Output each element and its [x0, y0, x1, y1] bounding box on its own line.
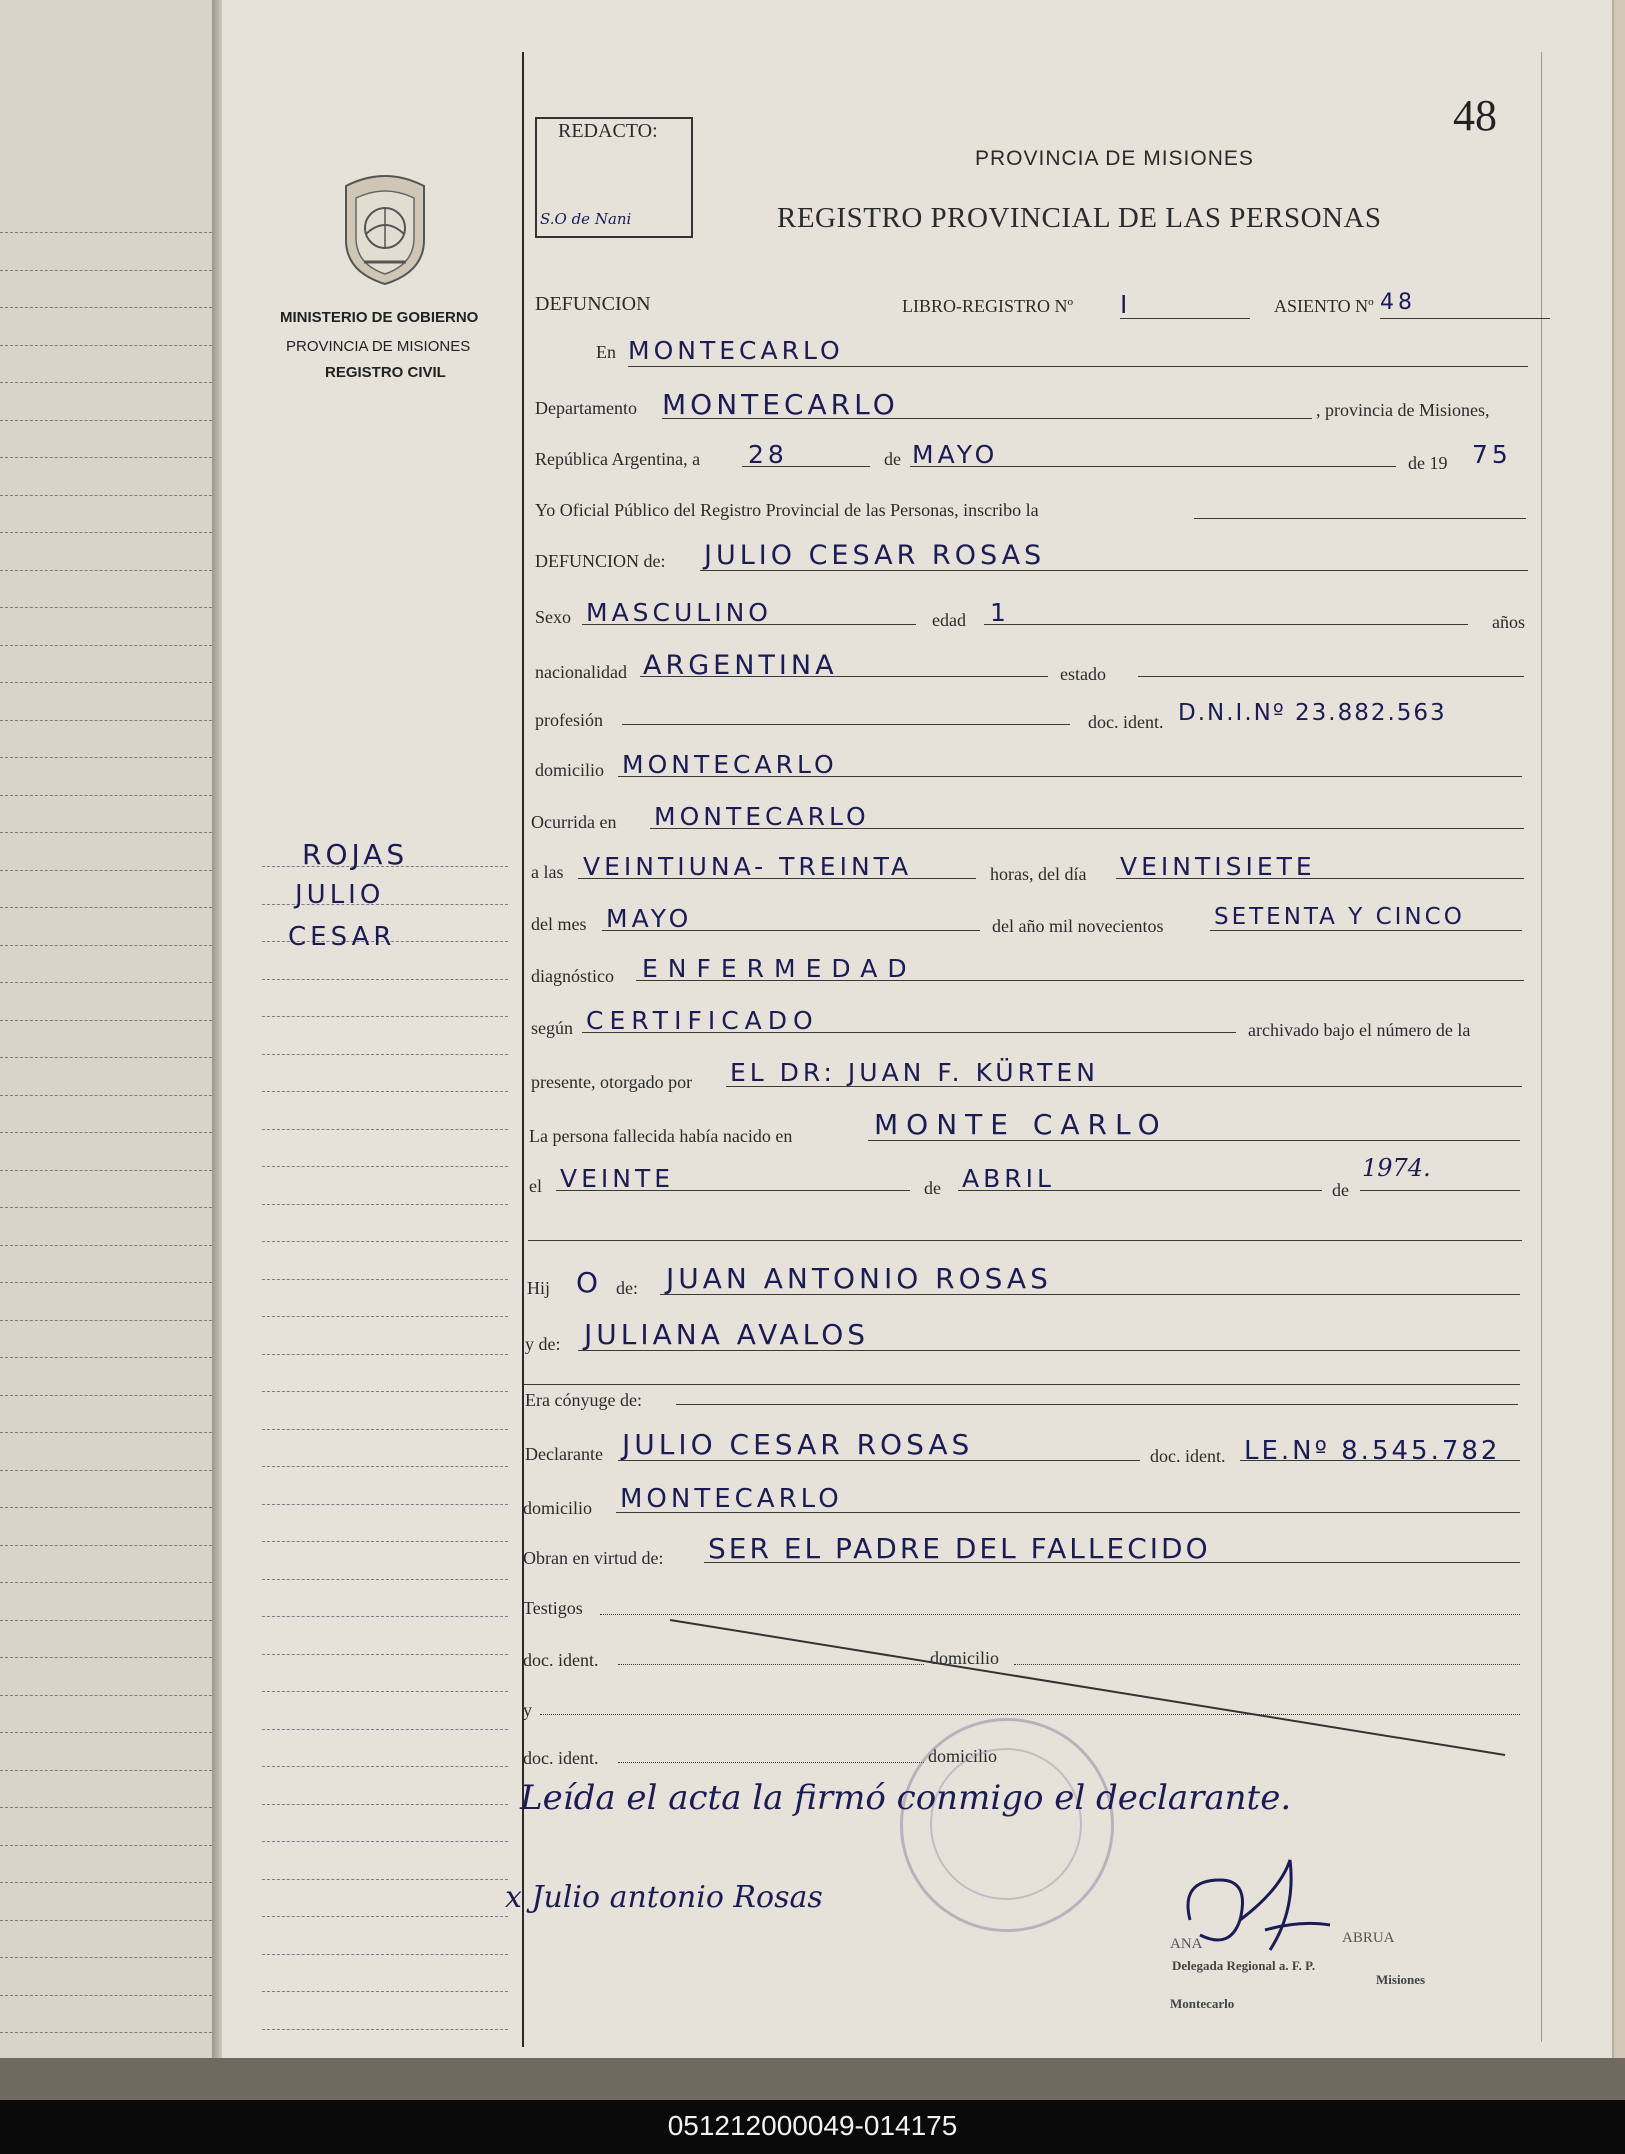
left-ruled-line	[0, 1470, 212, 1471]
nac-mes-value: ABRIL	[962, 1164, 1055, 1193]
left-ruled-line	[0, 1582, 212, 1583]
archivado-label: archivado bajo el número de la	[1248, 1020, 1471, 1040]
margin-ruled-line	[262, 1691, 508, 1692]
margin-ruled-line	[262, 979, 508, 980]
doc-ident4-label: doc. ident.	[523, 1748, 599, 1768]
page-number: 48	[1453, 91, 1497, 140]
y-de-label: y de:	[525, 1334, 561, 1354]
de-anio-label: de 19	[1408, 453, 1448, 473]
coat-of-arms-emblem	[336, 172, 434, 288]
left-ruled-line	[0, 1545, 212, 1546]
margin-name1: JULIO	[295, 880, 385, 910]
left-ruled-line	[0, 307, 212, 308]
left-ruled-line	[0, 982, 212, 983]
dia-texto-value: VEINTISIETE	[1120, 852, 1316, 881]
horas-dia-label: horas, del día	[990, 864, 1087, 884]
margin-ruled-line	[262, 1166, 508, 1167]
margin-ruled-line	[262, 1016, 508, 1017]
anios-label: años	[1492, 612, 1525, 632]
y-label: y	[523, 1700, 532, 1720]
left-ruled-line	[0, 495, 212, 496]
left-ruled-line	[0, 420, 212, 421]
margin-ruled-line	[262, 1241, 508, 1242]
defuncion-heading: DEFUNCION	[535, 293, 651, 315]
obran-label: Obran en virtud de:	[523, 1548, 664, 1568]
domicilio2-label: domicilio	[523, 1498, 592, 1518]
declarante-label: Declarante	[525, 1444, 603, 1464]
sexo-label: Sexo	[535, 607, 571, 627]
left-ruled-line	[0, 1282, 212, 1283]
left-ruled-line	[0, 720, 212, 721]
declarant-signature: x Julio antonio Rosas	[505, 1880, 823, 1915]
left-ruled-line	[0, 870, 212, 871]
provincia-label: , provincia de Misiones,	[1316, 400, 1490, 420]
header-registry: REGISTRO PROVINCIAL DE LAS PERSONAS	[777, 202, 1382, 234]
a-las-label: a las	[531, 862, 564, 882]
left-ruled-line	[0, 645, 212, 646]
margin-ruled-line	[262, 1204, 508, 1205]
margin-ruled-line	[262, 1091, 508, 1092]
asiento-value: 48	[1380, 290, 1416, 315]
left-ruled-line	[0, 607, 212, 608]
libro-label: LIBRO-REGISTRO Nº	[902, 296, 1074, 316]
left-ruled-line	[0, 1207, 212, 1208]
madre-value: JULIANA AVALOS	[584, 1318, 870, 1351]
left-ruled-line	[0, 1657, 212, 1658]
otorgado-value: EL DR: JUAN F. KÜRTEN	[730, 1058, 1099, 1087]
domicilio-value: MONTECARLO	[622, 750, 838, 779]
nombre-value: JULIO CESAR ROSAS	[704, 540, 1046, 571]
doc-ident2-label: doc. ident.	[1150, 1446, 1226, 1466]
ministry-line2: PROVINCIA DE MISIONES	[286, 338, 471, 355]
obran-value: SER EL PADRE DEL FALLECIDO	[708, 1532, 1211, 1565]
left-ruled-line	[0, 1807, 212, 1808]
left-ruled-line	[0, 945, 212, 946]
margin-ruled-line	[262, 1579, 508, 1580]
left-page	[0, 0, 213, 2058]
padre-value: JUAN ANTONIO ROSAS	[666, 1262, 1052, 1295]
left-ruled-line	[0, 1695, 212, 1696]
official-title: Delegada Regional a. F. P.	[1172, 1958, 1316, 1973]
left-ruled-line	[0, 1132, 212, 1133]
ministry-line3: REGISTRO CIVIL	[325, 364, 446, 381]
hij-label: Hij	[527, 1278, 551, 1298]
yo-oficial-text: Yo Oficial Público del Registro Provincial de las Personas, inscribo la	[535, 500, 1039, 520]
nacido-en-label: La persona fallecida había nacido en	[529, 1126, 793, 1146]
domicilio4-label: domicilio	[928, 1746, 997, 1766]
segun-value: CERTIFICADO	[586, 1006, 819, 1035]
margin-ruled-line	[262, 1354, 508, 1355]
declarante-doc-value: LE.Nº 8.545.782	[1244, 1436, 1501, 1466]
diagnostico-value: ENFERMEDAD	[642, 954, 917, 983]
margin-ruled-line	[262, 1879, 508, 1880]
form-right-border	[1541, 52, 1542, 2042]
de2-label: de	[924, 1178, 941, 1198]
profesion-label: profesión	[535, 710, 603, 730]
presente-label: presente, otorgado por	[531, 1072, 693, 1092]
margin-name2: CESAR	[288, 922, 396, 952]
book-gutter	[212, 0, 222, 2058]
ocurrida-value: MONTECARLO	[654, 802, 870, 831]
cancel-diagonal-line	[660, 1610, 1520, 1760]
left-ruled-line	[0, 832, 212, 833]
hora-value: VEINTIUNA- TREINTA	[583, 852, 913, 881]
libro-value: I	[1120, 290, 1132, 319]
margin-ruled-line	[262, 1804, 508, 1805]
margin-ruled-line	[262, 1504, 508, 1505]
official-stamp-inner	[930, 1748, 1082, 1900]
left-ruled-line	[0, 1320, 212, 1321]
left-ruled-line	[0, 270, 212, 271]
left-ruled-line	[0, 382, 212, 383]
declarante-domicilio-value: MONTECARLO	[620, 1484, 843, 1514]
margin-ruled-line	[262, 1129, 508, 1130]
left-ruled-line	[0, 1620, 212, 1621]
left-ruled-line	[0, 1095, 212, 1096]
margin-ruled-line	[262, 1729, 508, 1730]
left-ruled-line	[0, 1845, 212, 1846]
book-bottom-edge	[0, 2058, 1625, 2100]
estado-label: estado	[1060, 664, 1106, 684]
margin-ruled-line	[262, 1916, 508, 1917]
del-mes-label: del mes	[531, 914, 587, 934]
domicilio-label: domicilio	[535, 760, 604, 780]
left-ruled-line	[0, 1995, 212, 1996]
del-anio-label: del año mil novecientos	[992, 916, 1164, 936]
doc-ident3-label: doc. ident.	[523, 1650, 599, 1670]
margin-ruled-line	[262, 1841, 508, 1842]
left-ruled-line	[0, 1357, 212, 1358]
declarante-value: JULIO CESAR ROSAS	[622, 1428, 974, 1461]
left-ruled-line	[0, 345, 212, 346]
footer-document-id: 051212000049-014175	[667, 2110, 958, 2141]
nacido-en-value: MONTE CARLO	[874, 1108, 1168, 1141]
margin-ruled-line	[262, 1654, 508, 1655]
margin-ruled-line	[262, 2029, 508, 2030]
left-ruled-line	[0, 757, 212, 758]
testigos-label: Testigos	[523, 1598, 583, 1618]
left-ruled-line	[0, 1432, 212, 1433]
margin-ruled-line	[262, 1991, 508, 1992]
en-value: MONTECARLO	[628, 336, 844, 365]
redacto-value: S.O de Nani	[540, 210, 632, 228]
left-ruled-line	[0, 1020, 212, 1021]
left-ruled-line	[0, 907, 212, 908]
header-province: PROVINCIA DE MISIONES	[975, 147, 1254, 170]
left-ruled-line	[0, 532, 212, 533]
segun-label: según	[531, 1018, 573, 1038]
official-name: ANA	[1170, 1936, 1203, 1952]
de3-label: de	[1332, 1180, 1349, 1200]
departamento-value: MONTECARLO	[662, 388, 899, 421]
left-ruled-line	[0, 1732, 212, 1733]
diagnostico-label: diagnóstico	[531, 966, 614, 986]
o-de-label: de:	[616, 1278, 638, 1298]
conyuge-label: Era cónyuge de:	[525, 1390, 642, 1410]
nacionalidad-label: nacionalidad	[535, 662, 627, 682]
left-ruled-line	[0, 232, 212, 233]
left-ruled-line	[0, 795, 212, 796]
margin-ruled-line	[262, 1054, 508, 1055]
margin-ruled-line	[262, 1466, 508, 1467]
hij-o-value: O	[576, 1266, 603, 1299]
left-ruled-line	[0, 1957, 212, 1958]
official-name2: ABRUA	[1342, 1930, 1395, 1946]
left-ruled-line	[0, 1057, 212, 1058]
en-label: En	[596, 342, 616, 362]
left-ruled-line	[0, 457, 212, 458]
margin-ruled-line	[262, 1429, 508, 1430]
nac-anio-value: 1974.	[1362, 1154, 1431, 1182]
el-label: el	[529, 1176, 542, 1196]
closing-text: Leída el acta la firmó conmigo el declarante.	[520, 1778, 1292, 1818]
ministry-line1: MINISTERIO DE GOBIERNO	[280, 309, 479, 326]
left-ruled-line	[0, 1770, 212, 1771]
doc-value: D.N.I.Nº 23.882.563	[1178, 700, 1447, 726]
sexo-value: MASCULINO	[586, 598, 772, 627]
left-ruled-line	[0, 1920, 212, 1921]
margin-ruled-line	[262, 1391, 508, 1392]
departamento-label: Departamento	[535, 398, 637, 418]
margin-ruled-line	[262, 1616, 508, 1617]
left-ruled-line	[0, 1245, 212, 1246]
defuncion-de-label: DEFUNCION de:	[535, 551, 666, 571]
left-ruled-line	[0, 1882, 212, 1883]
left-ruled-line	[0, 1170, 212, 1171]
nac-dia-value: VEINTE	[560, 1164, 675, 1193]
anio-texto-value: SETENTA Y CINCO	[1214, 904, 1465, 930]
ocurrida-label: Ocurrida en	[531, 812, 617, 832]
de-mes-label: de	[884, 449, 901, 469]
margin-ruled-line	[262, 1766, 508, 1767]
domicilio3-label: domicilio	[930, 1648, 999, 1668]
edad-value: 1	[990, 598, 1010, 627]
left-ruled-line	[0, 1507, 212, 1508]
left-ruled-line	[0, 2032, 212, 2033]
left-ruled-line	[0, 570, 212, 571]
margin-surname: ROJAS	[302, 838, 409, 871]
margin-ruled-line	[262, 1316, 508, 1317]
asiento-label: ASIENTO Nº	[1274, 296, 1374, 316]
mes-value: MAYO	[912, 440, 999, 469]
mes-texto-value: MAYO	[606, 904, 693, 933]
official-place2: Misiones	[1376, 1972, 1426, 1987]
doc-ident-label: doc. ident.	[1088, 712, 1164, 732]
left-ruled-line	[0, 682, 212, 683]
left-ruled-line	[0, 1395, 212, 1396]
official-place1: Montecarlo	[1170, 1996, 1235, 2011]
anio-value: 75	[1472, 440, 1512, 469]
dia-value: 28	[748, 440, 788, 469]
margin-ruled-line	[262, 1541, 508, 1542]
nacionalidad-value: ARGENTINA	[643, 650, 838, 681]
redacto-label: REDACTO:	[558, 120, 658, 142]
margin-ruled-line	[262, 1279, 508, 1280]
republica-label: República Argentina, a	[535, 449, 701, 469]
edad-label: edad	[932, 610, 966, 630]
margin-ruled-line	[262, 1954, 508, 1955]
